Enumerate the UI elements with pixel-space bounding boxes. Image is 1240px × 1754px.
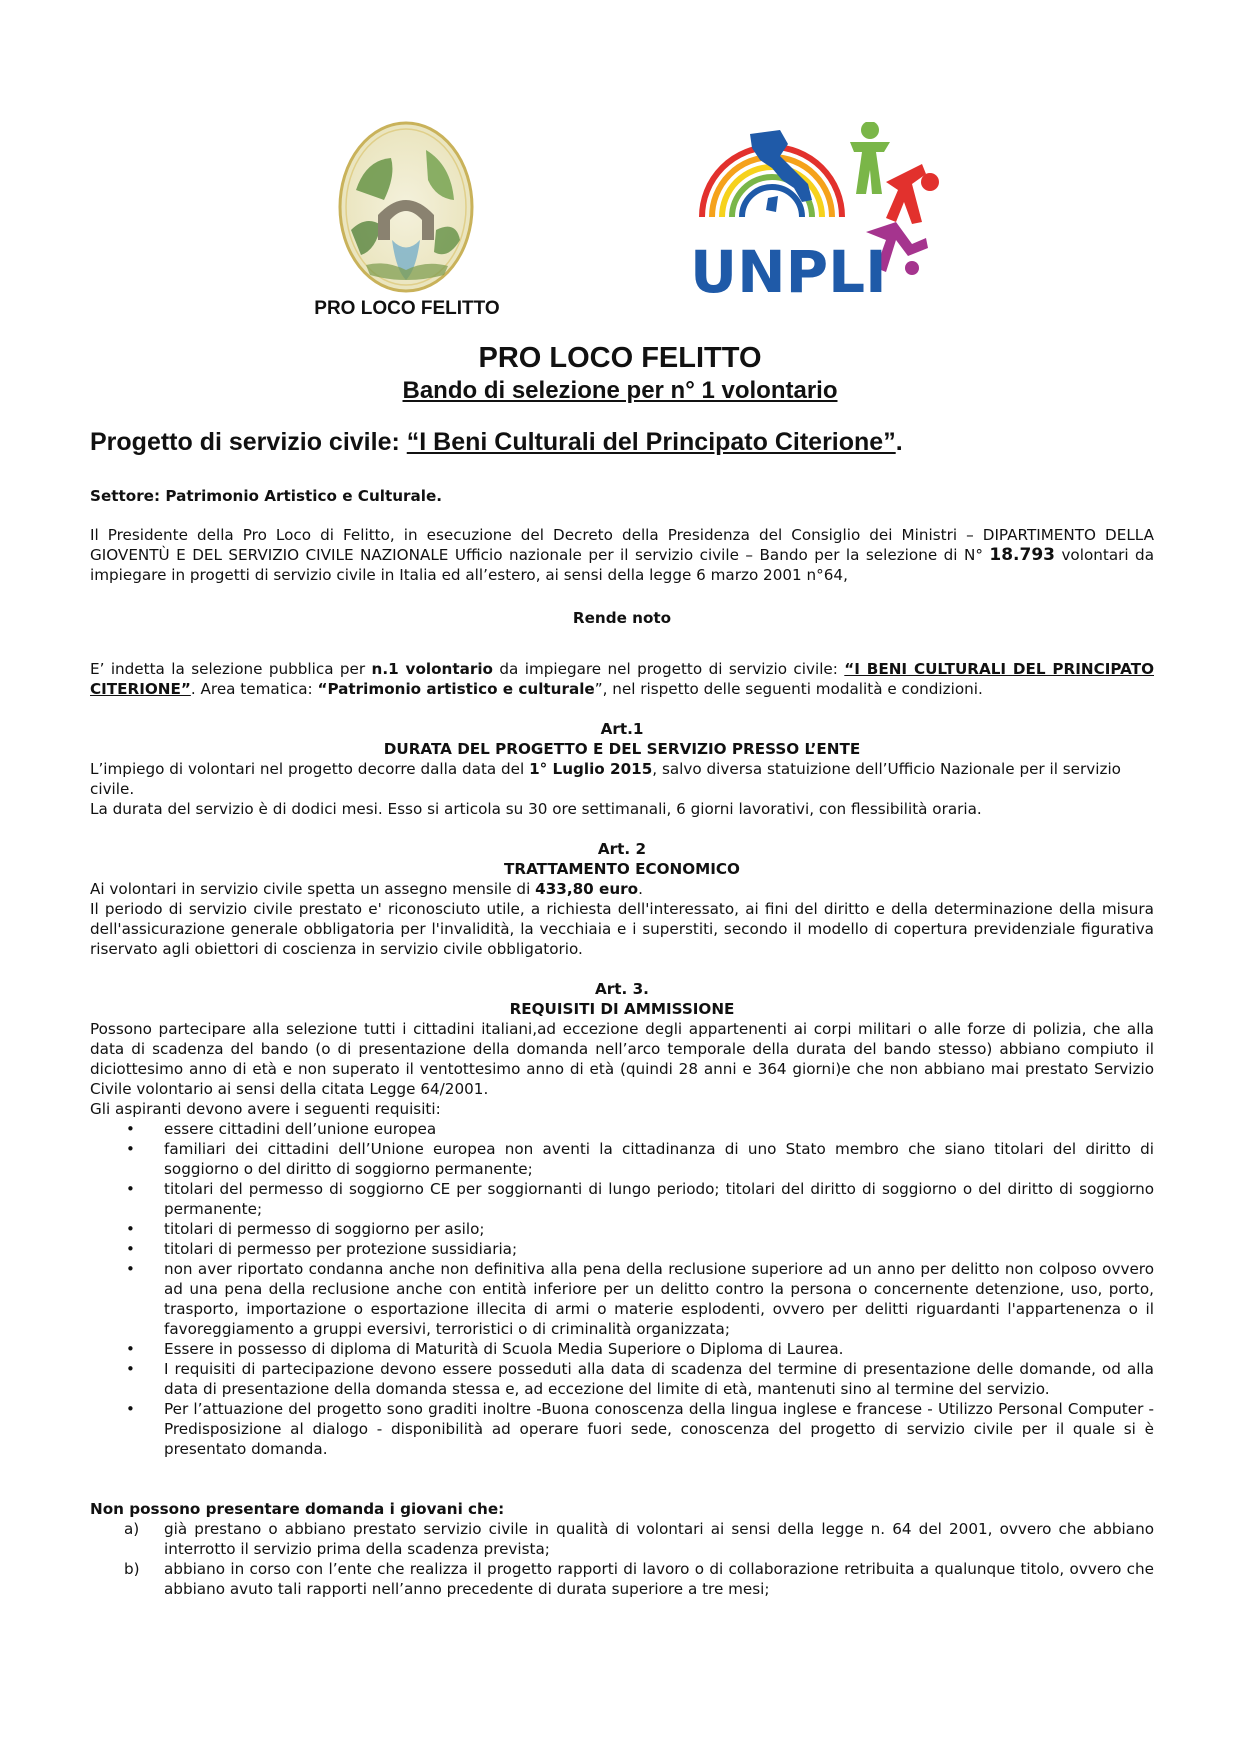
unpli-logo-text: UNPLI	[690, 238, 887, 298]
art1-text-2: , salvo diversa statuizione dell’Ufficio Nazionale per il servizio civile.	[90, 760, 1121, 798]
intro-text-2: volontari da impiegare in progetti di servizio civile in Italia ed all’estero, ai sensi della legge 6 marzo 2001 n°64,	[90, 546, 1154, 584]
indetta-bold-3: “Patrimonio artistico e culturale	[317, 680, 595, 698]
pro-loco-logo-caption: PRO LOCO FELITTO	[314, 298, 500, 319]
art3-heading: REQUISITI DI AMMISSIONE	[509, 1000, 735, 1018]
progetto-title	[90, 428, 1190, 457]
settore-line: Settore: Patrimonio Artistico e Culturale.	[90, 487, 443, 505]
art2-text-2: .	[638, 880, 643, 898]
indetta-bold-2: “I BENI CULTURALI DEL PRINCIPATO CITERIONE”	[90, 660, 1154, 698]
art1-label: Art.1	[600, 720, 644, 738]
list-item: • titolari del permesso di soggiorno CE per soggiornanti di lungo periodo; titolari del diritto di soggiorno o del diritto di soggiorno permanente;	[90, 1179, 1154, 1219]
list-item: • Essere in possesso di diploma di Maturità di Scuola Media Superiore o Diploma di Laurea.	[90, 1339, 1154, 1359]
list-item: • I requisiti di partecipazione devono essere posseduti alla data di scadenza del termine di presentazione delle domande, od alla data di presentazione della domanda stessa e, ad eccezione del limite di età, mantenuti sino al termine del servizio.	[90, 1359, 1154, 1399]
art1-heading: DURATA DEL PROGETTO E DEL SERVIZIO PRESSO L’ENTE	[383, 740, 861, 758]
list-item: • Per l’attuazione del progetto sono graditi inoltre -Buona conoscenza della lingua inglese e francese - Utilizzo Personal Computer - Predisposizione al dialogo - disponibilità ad operare fuori sede, conoscenza del progetto di servizio civile per il quale si è presentato domanda.	[90, 1399, 1154, 1459]
indetta-text-4: ”, nel rispetto delle seguenti modalità e condizioni.	[594, 680, 983, 698]
indetta-text-1: E’ indetta la selezione pubblica per	[90, 660, 372, 678]
art2-amount: 433,80 euro	[535, 880, 639, 898]
art2-label: Art. 2	[597, 840, 647, 858]
list-text: abbiano in corso con l’ente che realizza il progetto rapporti di lavoro o di collaborazione retribuita a qualunque titolo, ovvero che abbiano avuto tali rapporti nell’anno precedente di durata superiore a tre mesi;	[164, 1560, 1154, 1598]
list-text: già prestano o abbiano prestato servizio civile in qualità di volontari ai sensi della legge n. 64 del 2001, ovvero che abbiano interrotto il servizio prima della scadenza prevista;	[164, 1520, 1154, 1558]
list-item: • titolari di permesso per protezione sussidiaria;	[90, 1239, 1154, 1259]
art2-heading: TRATTAMENTO ECONOMICO	[504, 860, 740, 878]
art2-paragraph-1	[90, 879, 1154, 899]
art1-paragraph-2: La durata del servizio è di dodici mesi. Esso si articola su 30 ore settimanali, 6 giorni lavorativi, con flessibilità oraria.	[90, 800, 982, 818]
progetto-prefix: Progetto di servizio civile:	[90, 428, 407, 456]
art3-paragraph-1: Possono partecipare alla selezione tutti i cittadini italiani,ad eccezione degli appartenenti ai corpi militari o alle forze di polizia, che alla data di scadenza del bando (o di presentazione della domanda nell’arco temporale della durata del bando stesso) abbiano compiuto il diciottesimo anno di età e non superato il ventottesimo anno di età (quindi 28 anni e 364 giorni)e che non abbiano mai prestato Servizio Civile volontario ai sensi della citata Legge 64/2001.	[90, 1020, 1154, 1098]
art2-paragraph-2: Il periodo di servizio civile prestato e' riconosciuto utile, a richiesta dell'interessato, ai fini del diritto e della determinazione della misura dell'assicurazione generale obbligatoria per l'invalidità, la vecchiaia e i superstiti, secondo il modello di copertura previdenziale figurativa riservato agli obiettori di coscienza in servizio civile obbligatorio.	[90, 900, 1154, 958]
intro-number: 18.793	[989, 545, 1055, 565]
indetta-text-3: . Area tematica:	[190, 680, 318, 698]
list-item: • essere cittadini dell’unione europea	[90, 1119, 1154, 1139]
art3-label: Art. 3.	[595, 980, 649, 998]
non-possono-heading: Non possono presentare domanda i giovani che:	[90, 1500, 505, 1518]
indetta-bold-1: n.1 volontario	[371, 660, 493, 678]
indetta-paragraph	[90, 659, 1154, 699]
art1-date: 1° Luglio 2015	[529, 760, 653, 778]
art1-text-1: L’impiego di volontari nel progetto decorre dalla data del	[90, 760, 530, 778]
list-item: • titolari di permesso di soggiorno per asilo;	[90, 1219, 1154, 1239]
indetta-text-2: da impiegare nel progetto di servizio civile:	[492, 660, 845, 678]
progetto-name: “I Beni Culturali del Principato Citerione”	[406, 428, 896, 456]
list-item: • familiari dei cittadini dell’Unione europea non aventi la cittadinanza di uno Stato membro che siano titolari del diritto di soggiorno o del diritto di soggiorno permanente;	[90, 1139, 1154, 1179]
unpli-logo-icon	[690, 122, 970, 298]
art1-paragraph-1	[90, 759, 1154, 799]
list-item: • non aver riportato condanna anche non definitiva alla pena della reclusione superiore ad un anno per delitto non colposo ovvero ad una pena della reclusione anche con entità inferiore per un delitto contro la persona o concernente detenzione, uso, porto, trasporto, importazione o esportazione illecita di armi o materie esplodenti, ovvero per delitti riguardanti l'appartenenza o il favoreggiamento a gruppi eversivi, terroristici o di criminalità organizzata;	[90, 1259, 1154, 1339]
art3-paragraph-2: Gli aspiranti devono avere i seguenti requisiti:	[90, 1100, 441, 1118]
intro-paragraph	[90, 525, 1154, 585]
intro-text-1: Il Presidente della Pro Loco di Felitto, in esecuzione del Decreto della Presidenza del Consiglio dei Ministri – DIPARTIMENTO DELLA GIOVENTÙ E DEL SERVIZIO CIVILE NAZIONALE Ufficio nazionale per il servizio civile – Bando per la selezione di N°	[90, 526, 1154, 564]
list-item	[90, 1519, 1154, 1559]
art2-text-1: Ai volontari in servizio civile spetta un assegno mensile di	[90, 880, 536, 898]
page-title: PRO LOCO FELITTO	[478, 342, 762, 374]
list-item	[90, 1559, 1154, 1599]
list-letter: b)	[124, 1560, 140, 1578]
progetto-suffix: .	[895, 428, 903, 456]
rende-noto-heading: Rende noto	[572, 609, 672, 627]
bando-title: Bando di selezione per n° 1 volontario	[402, 377, 838, 404]
requisiti-list	[90, 1119, 1154, 1459]
non-possono-list	[90, 1519, 1154, 1599]
pro-loco-logo-icon	[336, 120, 476, 294]
list-letter: a)	[124, 1520, 140, 1538]
